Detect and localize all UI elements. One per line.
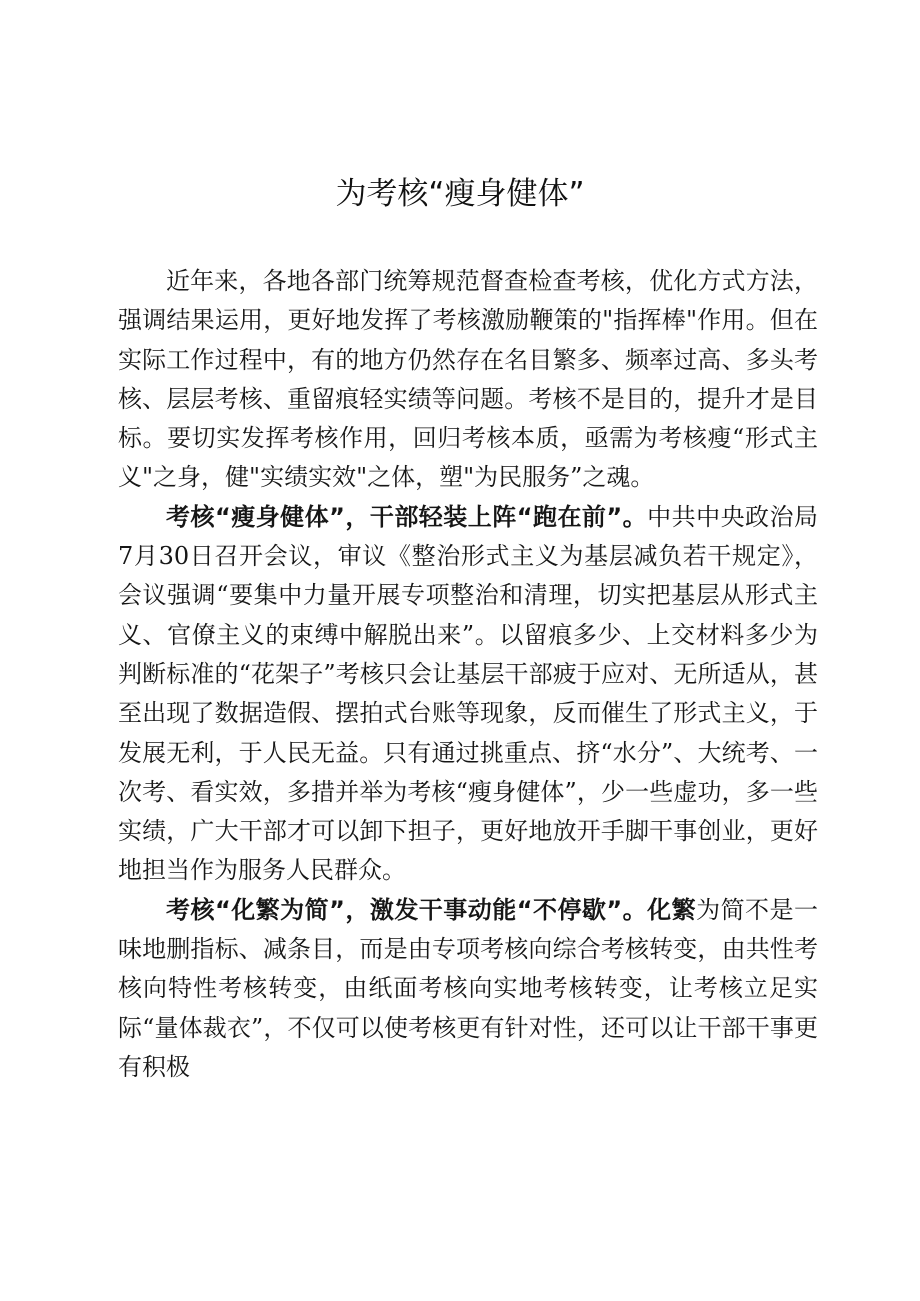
- paragraph-2-lead: 考核“瘦身健体”，干部轻装上阵“跑在前”。: [166, 502, 648, 531]
- paragraph-1: [118, 262, 818, 498]
- document-title: 为考核“瘦身健体”: [335, 176, 585, 212]
- paragraph-3-lead: 考核“化繁为简”，激发干事动能“不停歇”。化繁: [166, 895, 697, 924]
- document-body: [118, 262, 818, 1087]
- paragraph-3-text: 为简不是一味地删指标、减条目，而是由专项考核向综合考核转变，由共性考核向特性考核转变，由纸面考核向实地考核转变，让考核立足实际“量体裁衣”，不仅可以使考核更有针对性，还可以让干部干事更有积极: [118, 895, 819, 1081]
- paragraph-2-text: 中共中央政治局7月30日召开会议，审议《整治形式主义为基层减负若干规定》，会议强调“要集中力量开展专项整治和清理，切实把基层从形式主义、官僚主义的束缚中解脱出来”。以留痕多少、上交材料多少为判断标准的“花架子”考核只会让基层干部疲于应对、无所适从，甚至出现了数据造假、摆拍式台账等现象，反而催生了形式主义，于发展无利，于人民无益。只有通过挑重点、挤“水分”、大统考、一次考、看实效，多措并举为考核“瘦身健体”，少一些虚功，多一些实绩，广大干部才可以卸下担子，更好地放开手脚干事创业，更好地担当作为服务人民群众。: [118, 502, 819, 885]
- paragraph-3: [118, 891, 818, 1087]
- paragraph-1-text: 近年来，各地各部门统筹规范督查检查考核，优化方式方法，强调结果运用，更好地发挥了考核激励鞭策的"指挥棒"作用。但在实际工作过程中，有的地方仍然存在名目繁多、频率过高、多头考核、层层考核、重留痕轻实绩等问题。考核不是目的，提升才是目标。要切实发挥考核作用，回归考核本质，亟需为考核瘦“形式主义"之身，健"实绩实效"之体，塑"为民服务”之魂。: [118, 267, 818, 492]
- paragraph-2: [118, 498, 818, 891]
